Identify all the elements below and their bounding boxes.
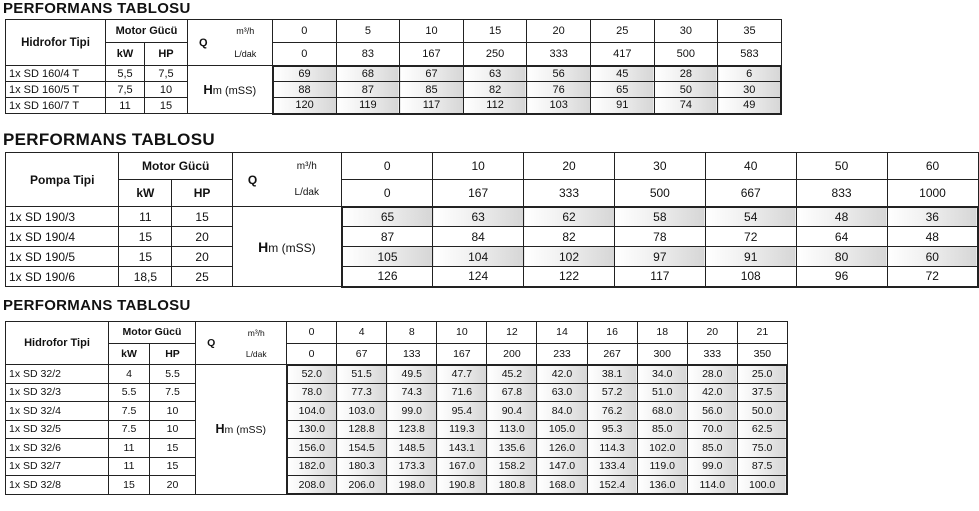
head-value-cell: 25.0	[737, 365, 787, 384]
head-value-cell: 75.0	[737, 439, 787, 458]
flow-m3h-cell: 21	[737, 322, 787, 344]
unit-m3h: m³/h	[272, 153, 342, 180]
head-value-cell: 30	[718, 82, 782, 98]
kw-cell: 5,5	[106, 66, 145, 82]
flow-m3h-cell: 40	[705, 153, 796, 180]
head-value-cell: 49	[718, 98, 782, 114]
flow-ldak-cell: 67	[337, 343, 387, 365]
head-value-cell: 71.6	[437, 383, 487, 402]
kw-cell: 15	[119, 247, 172, 267]
kw-cell: 5.5	[109, 383, 150, 402]
table-row	[6, 420, 788, 439]
kw-cell: 11	[119, 207, 172, 227]
model-cell: 1x SD 32/4	[6, 402, 109, 421]
flow-m3h-cell: 60	[887, 153, 978, 180]
head-value-cell: 82	[463, 82, 527, 98]
head-value-cell: 167.0	[437, 457, 487, 476]
head-value-cell: 6	[718, 66, 782, 82]
unit-ldak: L/dak	[227, 343, 287, 365]
head-value-cell: 104	[433, 247, 524, 267]
head-value-cell: 45	[590, 66, 654, 82]
head-value-cell: 99.0	[387, 402, 437, 421]
head-value-cell: 91	[705, 247, 796, 267]
head-value-cell: 100.0	[737, 476, 787, 495]
flow-ldak-cell: 833	[796, 180, 887, 207]
flow-m3h-cell: 30	[614, 153, 705, 180]
head-value-cell: 190.8	[437, 476, 487, 495]
head-value-cell: 95.3	[587, 420, 637, 439]
head-value-cell: 51.0	[637, 383, 687, 402]
head-value-cell: 58	[614, 207, 705, 227]
head-value-cell: 50.0	[737, 402, 787, 421]
head-unit: m (mSS)	[212, 85, 257, 97]
header-row-m3h	[6, 20, 782, 43]
head-value-cell: 62	[524, 207, 615, 227]
flow-ldak-cell: 333	[527, 43, 591, 66]
head-value-cell: 90.4	[487, 402, 537, 421]
hp-cell: 7,5	[145, 66, 188, 82]
head-value-cell: 123.8	[387, 420, 437, 439]
hp-cell: 25	[172, 267, 233, 287]
flow-m3h-cell: 0	[273, 20, 337, 43]
head-value-cell: 36	[887, 207, 978, 227]
head-value-cell: 117	[614, 267, 705, 287]
head-value-cell: 67.8	[487, 383, 537, 402]
kw-header: kW	[109, 343, 150, 365]
unit-ldak: L/dak	[219, 43, 273, 66]
header-row-ldak	[6, 43, 782, 66]
head-value-cell: 45.2	[487, 365, 537, 384]
head-unit: m (mSS)	[224, 424, 266, 437]
head-value-cell: 103	[527, 98, 591, 114]
head-label	[196, 365, 287, 495]
head-value-cell: 126.0	[537, 439, 587, 458]
flow-ldak-cell: 0	[287, 343, 337, 365]
head-value-cell: 182.0	[287, 457, 337, 476]
flow-ldak-cell: 333	[687, 343, 737, 365]
hp-header: HP	[150, 343, 196, 365]
unit-ldak: L/dak	[272, 180, 342, 207]
flow-ldak-cell: 0	[342, 180, 433, 207]
flow-ldak-cell: 250	[463, 43, 527, 66]
head-value-cell: 95.4	[437, 402, 487, 421]
flow-ldak-cell: 233	[537, 343, 587, 365]
head-value-cell: 63	[433, 207, 524, 227]
kw-cell: 11	[109, 439, 150, 458]
head-value-cell: 104.0	[287, 402, 337, 421]
flow-ldak-cell: 167	[437, 343, 487, 365]
head-value-cell: 103.0	[337, 402, 387, 421]
head-value-cell: 65	[342, 207, 433, 227]
head-value-cell: 28.0	[687, 365, 737, 384]
head-value-cell: 135.6	[487, 439, 537, 458]
header-row-ldak	[6, 343, 788, 365]
table-row	[6, 247, 979, 267]
flow-ldak-cell: 333	[524, 180, 615, 207]
head-value-cell: 67	[400, 66, 464, 82]
head-value-cell: 56	[527, 66, 591, 82]
head-value-cell: 52.0	[287, 365, 337, 384]
head-value-cell: 108	[705, 267, 796, 287]
hp-header: HP	[172, 180, 233, 207]
model-type-header: Pompa Tipi	[6, 153, 119, 207]
head-value-cell: 47.7	[437, 365, 487, 384]
head-value-cell: 72	[887, 267, 978, 287]
head-value-cell: 42.0	[687, 383, 737, 402]
head-value-cell: 69	[273, 66, 337, 82]
model-cell: 1x SD 160/7 T	[6, 98, 106, 114]
table-row	[6, 457, 788, 476]
head-value-cell: 158.2	[487, 457, 537, 476]
head-value-cell: 168.0	[537, 476, 587, 495]
performance-table	[5, 321, 788, 495]
head-value-cell: 56.0	[687, 402, 737, 421]
head-value-cell: 126	[342, 267, 433, 287]
kw-cell: 7.5	[109, 420, 150, 439]
head-value-cell: 102	[524, 247, 615, 267]
kw-cell: 11	[106, 98, 145, 114]
table-row	[6, 82, 782, 98]
head-value-cell: 102.0	[637, 439, 687, 458]
header-row-m3h	[6, 322, 788, 344]
head-value-cell: 133.4	[587, 457, 637, 476]
head-value-cell: 143.1	[437, 439, 487, 458]
head-value-cell: 154.5	[337, 439, 387, 458]
model-type-header: Hidrofor Tipi	[6, 20, 106, 66]
head-value-cell: 119.0	[637, 457, 687, 476]
head-value-cell: 42.0	[537, 365, 587, 384]
table-row	[6, 207, 979, 227]
head-value-cell: 180.3	[337, 457, 387, 476]
flow-ldak-cell: 200	[487, 343, 537, 365]
flow-m3h-cell: 35	[718, 20, 782, 43]
head-value-cell: 77.3	[337, 383, 387, 402]
flow-m3h-cell: 30	[654, 20, 718, 43]
flow-m3h-cell: 50	[796, 153, 887, 180]
hp-cell: 15	[172, 207, 233, 227]
head-value-cell: 87	[342, 227, 433, 247]
hp-cell: 5.5	[150, 365, 196, 384]
flow-m3h-cell: 15	[463, 20, 527, 43]
kw-cell: 7,5	[106, 82, 145, 98]
flow-ldak-cell: 0	[273, 43, 337, 66]
head-value-cell: 78	[614, 227, 705, 247]
flow-ldak-cell: 500	[654, 43, 718, 66]
head-value-cell: 64	[796, 227, 887, 247]
head-value-cell: 105	[342, 247, 433, 267]
motor-power-header: Motor Gücü	[109, 322, 196, 344]
head-value-cell: 117	[400, 98, 464, 114]
model-cell: 1x SD 160/4 T	[6, 66, 106, 82]
head-value-cell: 128.8	[337, 420, 387, 439]
head-value-cell: 114.3	[587, 439, 637, 458]
flow-ldak-cell: 667	[705, 180, 796, 207]
head-value-cell: 50	[654, 82, 718, 98]
head-value-cell: 62.5	[737, 420, 787, 439]
kw-header: kW	[119, 180, 172, 207]
head-value-cell: 119	[336, 98, 400, 114]
head-value-cell: 112	[463, 98, 527, 114]
head-value-cell: 84.0	[537, 402, 587, 421]
model-type-header: Hidrofor Tipi	[6, 322, 109, 365]
q-label: Q	[188, 20, 219, 66]
head-value-cell: 85.0	[637, 420, 687, 439]
flow-m3h-cell: 4	[337, 322, 387, 344]
kw-cell: 7.5	[109, 402, 150, 421]
head-value-cell: 156.0	[287, 439, 337, 458]
kw-cell: 4	[109, 365, 150, 384]
header-row-m3h	[6, 153, 979, 180]
model-cell: 1x SD 190/4	[6, 227, 119, 247]
hp-header: HP	[145, 43, 188, 66]
head-value-cell: 48	[887, 227, 978, 247]
hp-cell: 15	[150, 439, 196, 458]
head-value-cell: 65	[590, 82, 654, 98]
head-value-cell: 54	[705, 207, 796, 227]
head-value-cell: 72	[705, 227, 796, 247]
header-row-ldak	[6, 180, 979, 207]
head-unit: m (mSS)	[268, 240, 316, 255]
head-value-cell: 37.5	[737, 383, 787, 402]
flow-m3h-cell: 20	[527, 20, 591, 43]
head-value-cell: 206.0	[337, 476, 387, 495]
model-cell: 1x SD 32/5	[6, 420, 109, 439]
head-value-cell: 70.0	[687, 420, 737, 439]
q-label: Q	[232, 153, 272, 207]
hp-cell: 10	[150, 402, 196, 421]
head-value-cell: 85.0	[687, 439, 737, 458]
head-value-cell: 120	[273, 98, 337, 114]
head-value-cell: 38.1	[587, 365, 637, 384]
model-cell: 1x SD 32/8	[6, 476, 109, 495]
flow-m3h-cell: 10	[433, 153, 524, 180]
head-value-cell: 63.0	[537, 383, 587, 402]
head-value-cell: 78.0	[287, 383, 337, 402]
hp-cell: 15	[145, 98, 188, 114]
head-value-cell: 57.2	[587, 383, 637, 402]
head-value-cell: 74	[654, 98, 718, 114]
table-row	[6, 227, 979, 247]
model-cell: 1x SD 32/3	[6, 383, 109, 402]
head-value-cell: 88	[273, 82, 337, 98]
flow-ldak-cell: 583	[718, 43, 782, 66]
table-row	[6, 66, 782, 82]
head-symbol: H	[215, 422, 225, 437]
q-label: Q	[196, 322, 227, 365]
head-value-cell: 152.4	[587, 476, 637, 495]
head-value-cell: 80	[796, 247, 887, 267]
head-value-cell: 97	[614, 247, 705, 267]
table-title: PERFORMANS TABLOSU	[3, 0, 191, 17]
flow-ldak-cell: 300	[637, 343, 687, 365]
head-value-cell: 28	[654, 66, 718, 82]
model-cell: 1x SD 190/3	[6, 207, 119, 227]
head-value-cell: 74.3	[387, 383, 437, 402]
head-value-cell: 85	[400, 82, 464, 98]
head-value-cell: 63	[463, 66, 527, 82]
performance-table	[5, 152, 979, 288]
head-symbol: H	[203, 82, 213, 97]
head-value-cell: 119.3	[437, 420, 487, 439]
flow-m3h-cell: 0	[287, 322, 337, 344]
flow-m3h-cell: 20	[687, 322, 737, 344]
head-value-cell: 173.3	[387, 457, 437, 476]
flow-m3h-cell: 14	[537, 322, 587, 344]
head-value-cell: 87	[336, 82, 400, 98]
head-value-cell: 148.5	[387, 439, 437, 458]
head-value-cell: 113.0	[487, 420, 537, 439]
head-value-cell: 130.0	[287, 420, 337, 439]
head-value-cell: 76	[527, 82, 591, 98]
hp-cell: 20	[172, 247, 233, 267]
flow-m3h-cell: 18	[637, 322, 687, 344]
flow-m3h-cell: 12	[487, 322, 537, 344]
head-value-cell: 91	[590, 98, 654, 114]
head-label	[232, 207, 341, 287]
table-title: PERFORMANS TABLOSU	[3, 130, 215, 149]
table-title: PERFORMANS TABLOSU	[3, 297, 191, 314]
flow-ldak-cell: 500	[614, 180, 705, 207]
kw-cell: 15	[109, 476, 150, 495]
head-value-cell: 124	[433, 267, 524, 287]
kw-header: kW	[106, 43, 145, 66]
hp-cell: 15	[150, 457, 196, 476]
table-row	[6, 365, 788, 384]
head-value-cell: 34.0	[637, 365, 687, 384]
head-value-cell: 51.5	[337, 365, 387, 384]
table-row	[6, 383, 788, 402]
head-value-cell: 68.0	[637, 402, 687, 421]
hp-cell: 10	[145, 82, 188, 98]
model-cell: 1x SD 32/7	[6, 457, 109, 476]
head-value-cell: 147.0	[537, 457, 587, 476]
head-value-cell: 96	[796, 267, 887, 287]
hp-cell: 20	[150, 476, 196, 495]
flow-m3h-cell: 8	[387, 322, 437, 344]
flow-ldak-cell: 133	[387, 343, 437, 365]
hp-cell: 20	[172, 227, 233, 247]
head-value-cell: 122	[524, 267, 615, 287]
head-value-cell: 180.8	[487, 476, 537, 495]
flow-m3h-cell: 20	[524, 153, 615, 180]
kw-cell: 15	[119, 227, 172, 247]
kw-cell: 11	[109, 457, 150, 476]
performance-table	[5, 19, 782, 115]
head-symbol: H	[258, 238, 269, 255]
head-value-cell: 198.0	[387, 476, 437, 495]
flow-m3h-cell: 0	[342, 153, 433, 180]
head-value-cell: 60	[887, 247, 978, 267]
head-value-cell: 105.0	[537, 420, 587, 439]
kw-cell: 18,5	[119, 267, 172, 287]
table-row	[6, 476, 788, 495]
head-value-cell: 87.5	[737, 457, 787, 476]
flow-ldak-cell: 417	[590, 43, 654, 66]
flow-ldak-cell: 83	[336, 43, 400, 66]
flow-m3h-cell: 25	[590, 20, 654, 43]
head-value-cell: 136.0	[637, 476, 687, 495]
table-row	[6, 98, 782, 114]
head-value-cell: 76.2	[587, 402, 637, 421]
head-value-cell: 48	[796, 207, 887, 227]
motor-power-header: Motor Gücü	[119, 153, 232, 180]
model-cell: 1x SD 32/6	[6, 439, 109, 458]
head-value-cell: 114.0	[687, 476, 737, 495]
table-row	[6, 402, 788, 421]
flow-m3h-cell: 16	[587, 322, 637, 344]
model-cell: 1x SD 190/6	[6, 267, 119, 287]
head-value-cell: 84	[433, 227, 524, 247]
hp-cell: 10	[150, 420, 196, 439]
flow-ldak-cell: 167	[400, 43, 464, 66]
flow-ldak-cell: 267	[587, 343, 637, 365]
flow-ldak-cell: 167	[433, 180, 524, 207]
head-value-cell: 82	[524, 227, 615, 247]
model-cell: 1x SD 160/5 T	[6, 82, 106, 98]
head-value-cell: 68	[336, 66, 400, 82]
table-row	[6, 439, 788, 458]
flow-m3h-cell: 5	[336, 20, 400, 43]
flow-ldak-cell: 350	[737, 343, 787, 365]
head-label	[188, 66, 273, 114]
head-value-cell: 49.5	[387, 365, 437, 384]
hp-cell: 7.5	[150, 383, 196, 402]
model-cell: 1x SD 32/2	[6, 365, 109, 384]
model-cell: 1x SD 190/5	[6, 247, 119, 267]
motor-power-header: Motor Gücü	[106, 20, 188, 43]
unit-m3h: m³/h	[227, 322, 287, 344]
flow-ldak-cell: 1000	[887, 180, 978, 207]
table-row	[6, 267, 979, 287]
unit-m3h: m³/h	[219, 20, 273, 43]
flow-m3h-cell: 10	[437, 322, 487, 344]
head-value-cell: 208.0	[287, 476, 337, 495]
head-value-cell: 99.0	[687, 457, 737, 476]
flow-m3h-cell: 10	[400, 20, 464, 43]
